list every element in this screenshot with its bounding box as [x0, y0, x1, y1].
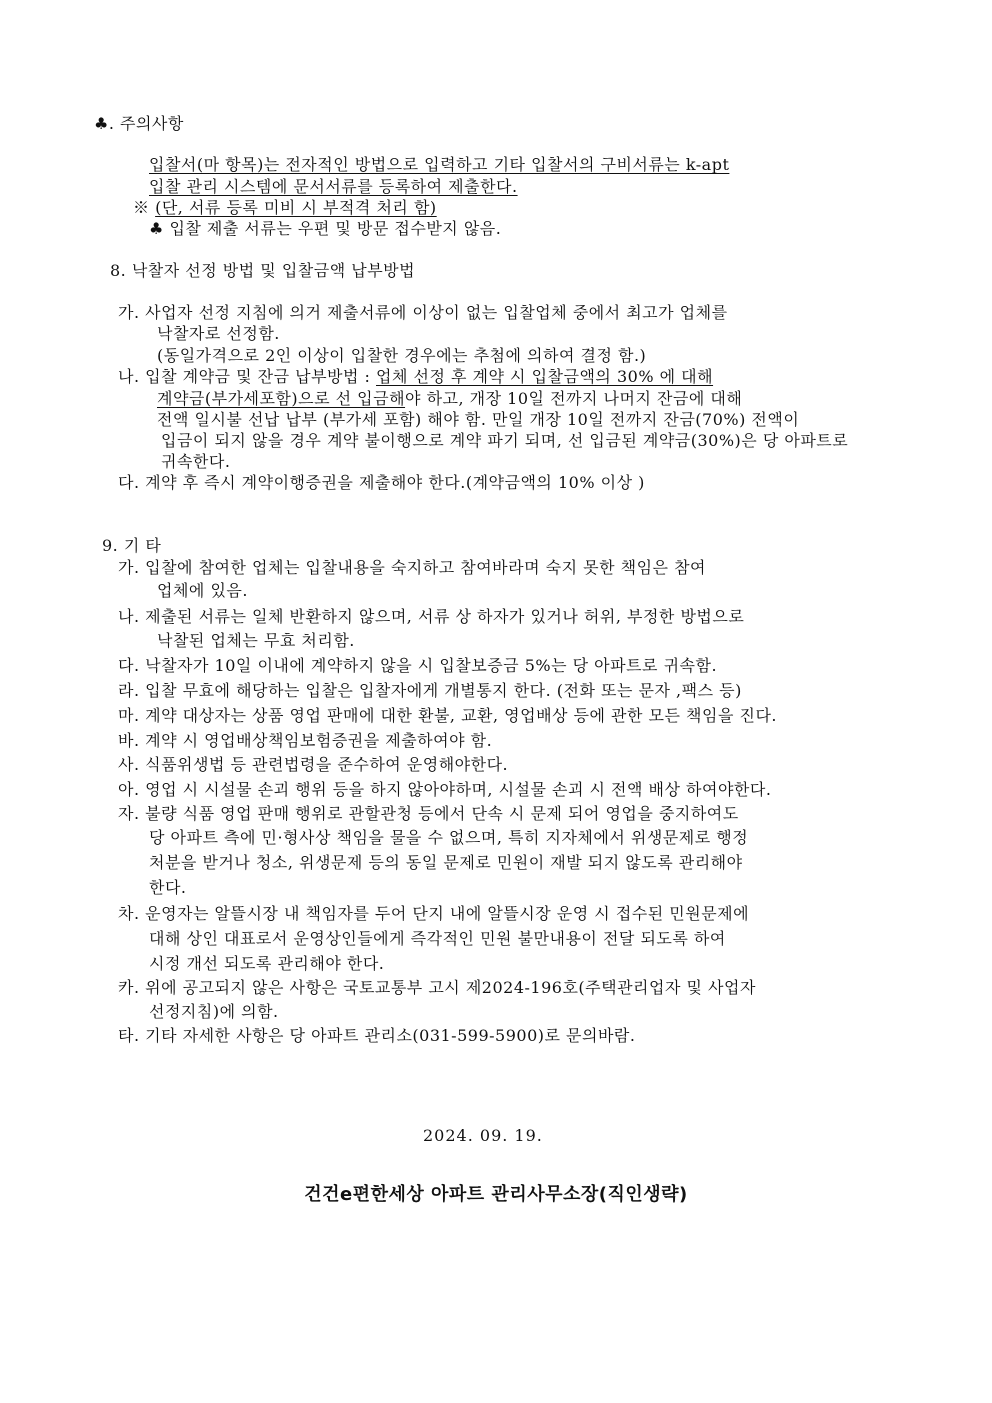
section8-na-line-2 [157, 389, 742, 409]
issuer-signature: 건건e편한세상 아파트 관리사무소장(직인생략) [304, 1184, 688, 1205]
section8-ga-line-1: 가. 사업자 선정 지침에 의거 제출서류에 이상이 없는 입찰업체 중에서 최고가 업체를 [118, 303, 728, 322]
section9-ka-line-1: 카. 위에 공고되지 않은 사항은 국토교통부 고시 제2024-196호(주택관리업자 및 사업자 [118, 978, 756, 997]
section9-a: 아. 영업 시 시설물 손괴 행위 등을 하지 않아야하며, 시설물 손괴 시 전액 배상 하여야한다. [118, 780, 772, 799]
caution-note-text: (단, 서류 등록 미비 시 부적격 처리 함) [155, 198, 437, 217]
section8-ga-line-2: 낙찰자로 선정함. [157, 324, 280, 343]
section9-ka-line-2: 선정지침)에 의함. [149, 1002, 279, 1021]
section8-na-prefix: 나. 입찰 계약금 및 잔금 납부방법 : [118, 367, 377, 386]
section9-na-line-1: 나. 제출된 서류는 일체 반환하지 않으며, 서류 상 하자가 있거나 허위, 부정한 방법으로 [118, 607, 745, 626]
section9-ja-line-3: 처분을 받거나 청소, 위생문제 등의 동일 문제로 민원이 재발 되지 않도록 관리해야 [149, 853, 743, 872]
section9-heading: 9. 기 타 [102, 536, 162, 555]
caution-heading [94, 114, 184, 134]
section9-ja-line-1: 자. 불량 식품 영업 판매 행위로 관할관청 등에서 단속 시 문제 되어 영업을 중지하여도 [118, 804, 739, 823]
caution-line-2: 입찰 관리 시스템에 문서서류를 등록하여 제출한다. [149, 177, 518, 196]
section8-na-line-1 [118, 367, 713, 387]
section8-da: 다. 계약 후 즉시 계약이행증권을 제출해야 한다.(계약금액의 10% 이상 ) [118, 473, 645, 492]
section8-na-underlined-2: 계약금(부가세포함)으로 선 입금해 [157, 389, 406, 408]
section9-cha-line-1: 차. 운영자는 알뜰시장 내 책임자를 두어 단지 내에 알뜰시장 운영 시 접수된 민원문제에 [118, 904, 750, 923]
caution-heading-text: . 주의사항 [108, 114, 184, 133]
section9-da: 다. 낙찰자가 10일 이내에 계약하지 않을 시 입찰보증금 5%는 당 아파트로 귀속함. [118, 656, 718, 675]
section8-na-line-5: 귀속한다. [161, 452, 231, 471]
section9-ja-line-4: 한다. [149, 878, 187, 897]
section9-sa: 사. 식품위생법 등 관련법령을 준수하여 운영해야한다. [118, 755, 509, 774]
caution-note [133, 198, 437, 218]
section8-na-line-4: 입금이 되지 않을 경우 계약 불이행으로 계약 파기 되며, 선 입금된 계약금(30%)은 당 아파트로 [161, 431, 849, 450]
caution-club-line [149, 219, 501, 239]
section9-ga-line-1: 가. 입찰에 참여한 업체는 입찰내용을 숙지하고 참여바라며 숙지 못한 책임은 참여 [118, 558, 706, 577]
document-date: 2024. 09. 19. [423, 1126, 543, 1145]
club-icon: ♣ [94, 114, 109, 133]
section9-ra: 라. 입찰 무효에 해당하는 입찰은 입찰자에게 개별통지 한다. (전화 또는 문자 ,팩스 등) [118, 681, 742, 700]
section9-ma: 마. 계약 대상자는 상품 영업 판매에 대한 환불, 교환, 영업배상 등에 관한 모든 책임을 진다. [118, 706, 778, 725]
section8-na-rest: 야 하고, 개장 10일 전까지 나머지 잔금에 대해 [405, 389, 743, 408]
section8-na-underlined-1: 업체 선정 후 계약 시 입찰금액의 30% 에 대해 [376, 367, 714, 386]
section9-ja-line-2: 당 아파트 측에 민·형사상 책임을 물을 수 없으며, 특히 지자체에서 위생문제로 행정 [149, 828, 749, 847]
section8-na-line-3: 전액 일시불 선납 납부 (부가세 포함) 해야 함. 만일 개장 10일 전까지 잔금(70%) 전액이 [157, 410, 800, 429]
section9-cha-line-2: 대해 상인 대표로서 운영상인들에게 즉각적인 민원 불만내용이 전달 되도록 하여 [149, 929, 726, 948]
reference-mark: ※ [133, 198, 150, 217]
section9-ga-line-2: 업체에 있음. [157, 581, 248, 600]
section9-na-line-2: 낙찰된 업체는 무효 처리함. [157, 631, 355, 650]
caution-line-1: 입찰서(마 항목)는 전자적인 방법으로 입력하고 기타 입찰서의 구비서류는 k-apt [149, 155, 730, 174]
club-icon: ♣ [149, 219, 164, 238]
section9-cha-line-3: 시정 개선 되도록 관리해야 한다. [149, 954, 385, 973]
section9-ba: 바. 계약 시 영업배상책임보험증권을 제출하여야 함. [118, 731, 493, 750]
caution-club-text: 입찰 제출 서류는 우편 및 방문 접수받지 않음. [169, 219, 502, 238]
section9-ta: 타. 기타 자세한 사항은 당 아파트 관리소(031-599-5900)로 문의바람. [118, 1026, 636, 1045]
section8-heading: 8. 낙찰자 선정 방법 및 입찰금액 납부방법 [110, 261, 416, 280]
section8-ga-line-3: (동일가격으로 2인 이상이 입찰한 경우에는 추첨에 의하여 결정 함.) [157, 346, 647, 365]
